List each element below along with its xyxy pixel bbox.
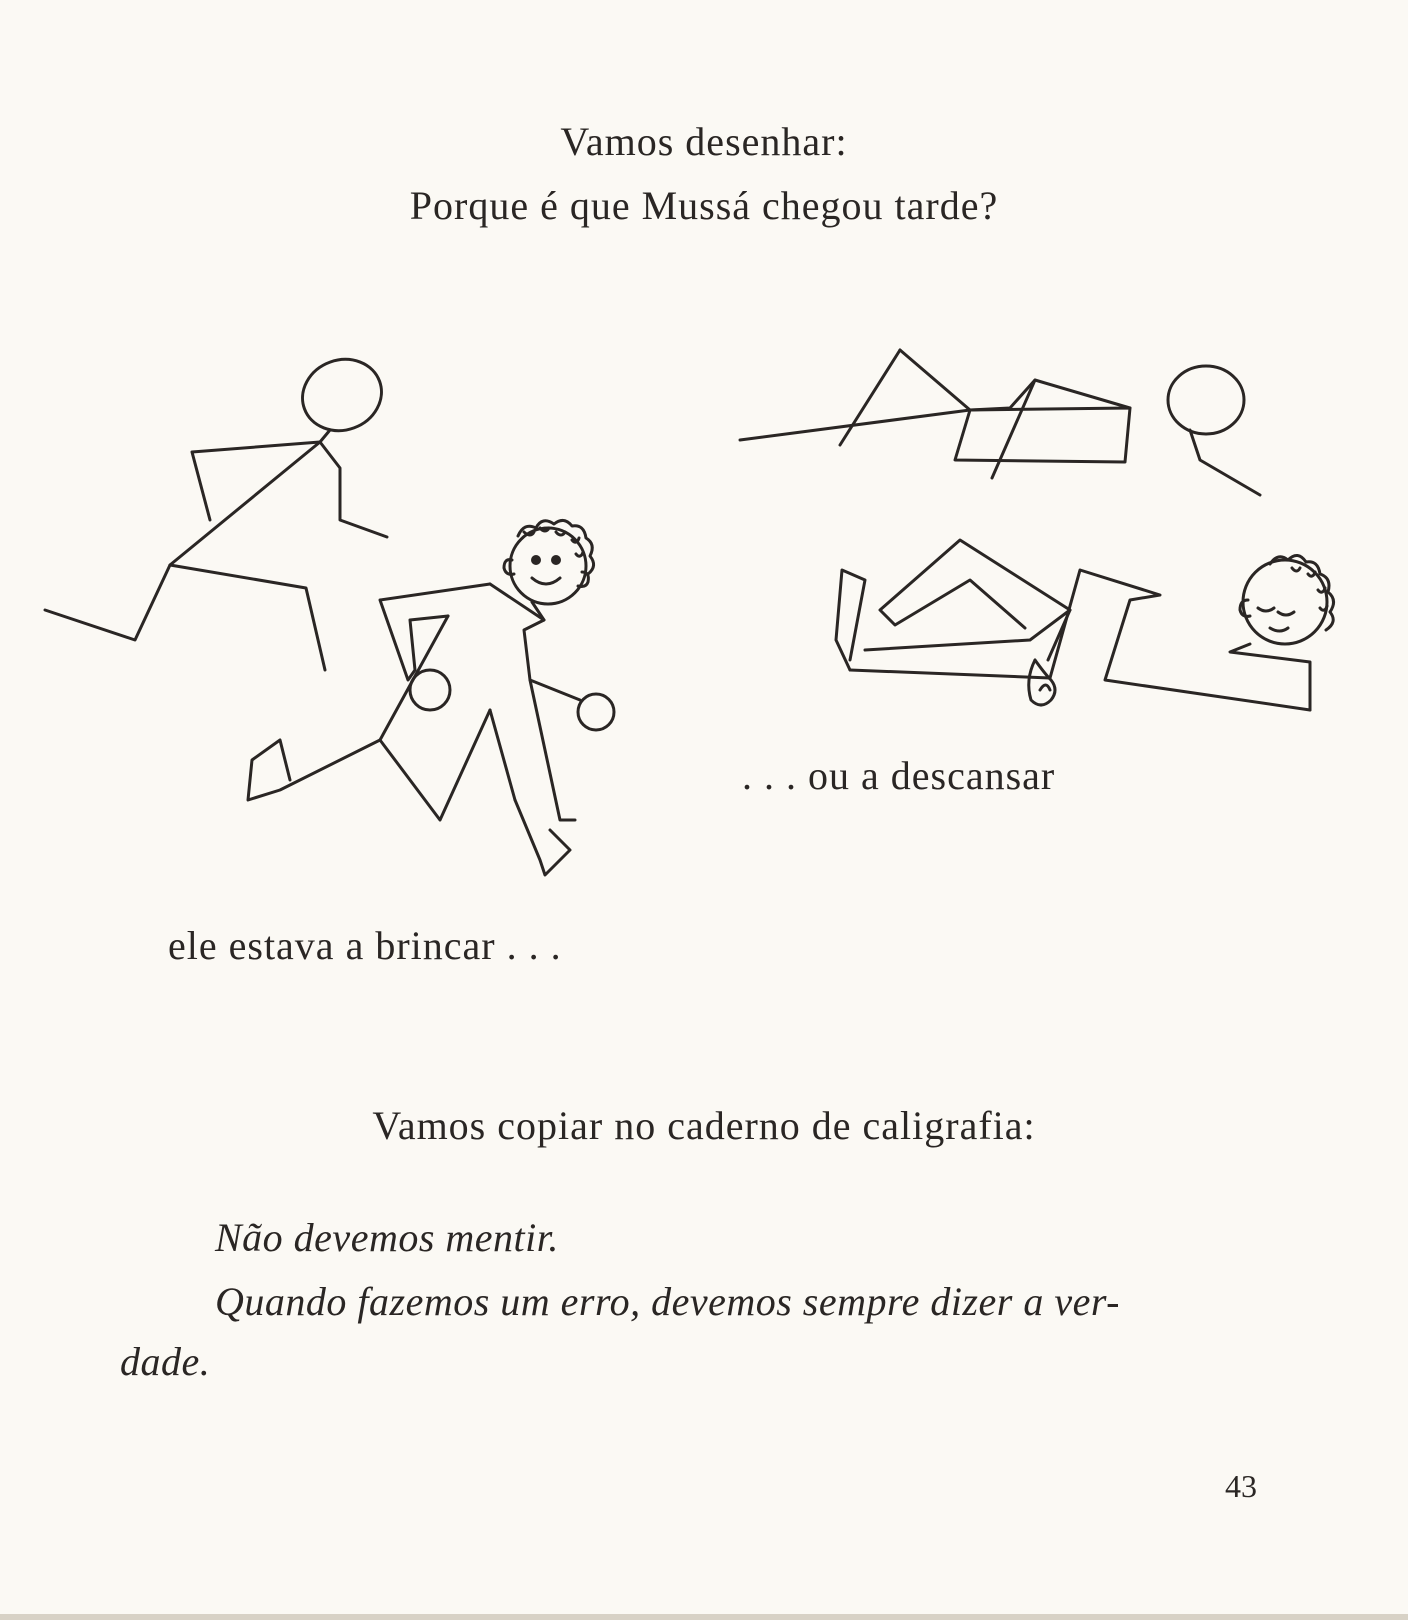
page-bottom-edge	[0, 1614, 1408, 1620]
caption-resting: . . . ou a descansar	[742, 753, 1056, 798]
lying-stick-figure	[730, 330, 1290, 530]
heading-question: Porque é que Mussá chegou tarde?	[409, 183, 999, 228]
copy-instruction: Vamos copiar no caderno de caligrafia:	[372, 1103, 1036, 1148]
running-boy-drawing	[240, 520, 620, 900]
page-number: 43	[1225, 1468, 1257, 1504]
copy-sentence-1: Não devemos mentir.	[215, 1215, 559, 1260]
copy-sentence-2-line-2: dade.	[120, 1339, 211, 1384]
copy-sentence-2-line-1: Quando fazemos um erro, devemos sempre dizer a ver-	[215, 1279, 1120, 1324]
caption-playing: ele estava a brincar . . .	[168, 923, 562, 968]
heading-draw-instruction: Vamos desenhar:	[560, 119, 848, 164]
sleeping-boy-drawing	[830, 540, 1350, 770]
